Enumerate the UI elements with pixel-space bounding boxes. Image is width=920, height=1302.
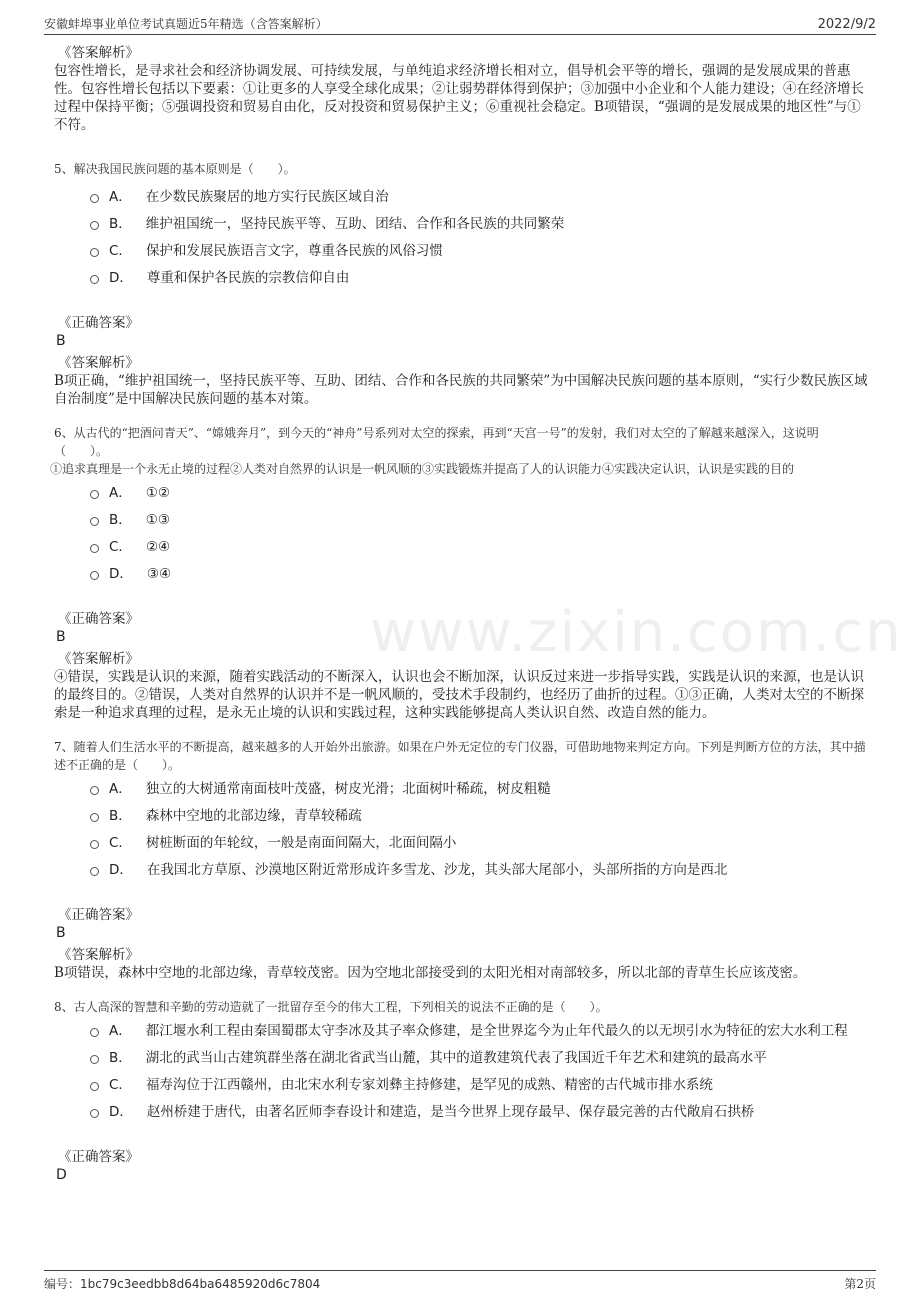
radio-icon[interactable] — [90, 517, 99, 526]
q4-analysis: 包容性增长，是寻求社会和经济协调发展、可持续发展，与单纯追求经济增长相对立，倡导机会平等的增长，强调的是发展成果的普惠性。包容性增长包括以下要素：①让更多的人享受全球化成果；②让弱势群体得到保护；③加强中小企业和个人能力建设；④在经济增长过程中保持平衡；⑤强调投资和贸易自由化，反对投资和贸易保护主义；⑥重视社会稳定。B项错误，“强调的是发展成果的地区性”与①不符。 — [54, 63, 864, 133]
q5-option-c[interactable]: C． 保护和发展民族语言文字，尊重各民族的风俗习惯 — [90, 238, 872, 265]
radio-icon[interactable] — [90, 786, 99, 795]
radio-icon[interactable] — [90, 1082, 99, 1091]
watermark: www.zixin.com.cn — [370, 600, 903, 665]
q5-analysis: B项正确，“维护祖国统一，坚持民族平等、互助、团结、合作和各民族的共同繁荣”为中国解决民族问题的基本原则，“实行少数民族区域自治制度”是中国解决民族问题的基本对策。 — [54, 373, 868, 407]
q6-analysis: ④错误，实践是认识的来源，随着实践活动的不断深入，认识也会不断加深，认识反过来进一步指导实践，实践是认识的来源，也是认识的最终目的。②错误，人类对自然界的认识并不是一帆风顺的，受技术手段制约，也经历了曲折的过程。①③正确，人类对太空的不断探索是一种追求真理的过程，是永无止境的认识和实践过程，这种实践能够提高人类认识自然、改造自然的能力。 — [54, 669, 864, 721]
q7-answer: B — [56, 925, 66, 941]
correct-answer-label: 《正确答案》 — [58, 907, 139, 923]
q7-option-a[interactable]: A． 独立的大树通常南面枝叶茂盛，树皮光滑；北面树叶稀疏，树皮粗糙 — [90, 776, 872, 803]
q6-title: 6、从古代的“把酒问青天”、“嫦娥奔月”，到今天的“神舟”号系列对太空的探索，再到“天宫一号”的发射，我们对太空的了解越来越深入，这说明（ ）。 — [54, 426, 819, 458]
q6-statements: ①追求真理是一个永无止境的过程②人类对自然界的认识是一帆风顺的③实践锻炼并提高了人的认识能力④实践决定认识，认识是实践的目的 — [50, 462, 795, 476]
q6-option-c[interactable]: C． ②④ — [90, 534, 872, 561]
radio-icon[interactable] — [90, 221, 99, 230]
q7-options — [90, 776, 872, 884]
q7-option-c[interactable]: C． 树桩断面的年轮纹，一般是南面间隔大，北面间隔小 — [90, 830, 872, 857]
analysis-label: 《答案解析》 — [58, 651, 139, 667]
page-header — [44, 10, 876, 35]
page-number: 第2页 — [844, 1277, 876, 1291]
radio-icon[interactable] — [90, 1109, 99, 1118]
radio-icon[interactable] — [90, 840, 99, 849]
analysis-label: 《答案解析》 — [58, 45, 139, 61]
q6-option-a[interactable]: A． ①② — [90, 480, 872, 507]
q7-option-d[interactable]: D． 在我国北方草原、沙漠地区附近常形成许多雪龙、沙龙，其头部大尾部小，头部所指的方向是西北 — [90, 857, 872, 884]
q5-options — [90, 184, 872, 292]
header-date: 2022/9/2 — [817, 17, 876, 32]
q8-answer: D — [56, 1167, 67, 1183]
correct-answer-label: 《正确答案》 — [58, 611, 139, 627]
document-title: 安徽蚌埠事业单位考试真题近5年精选（含答案解析） — [44, 17, 328, 31]
page-content — [50, 44, 872, 1184]
q7-option-b[interactable]: B． 森林中空地的北部边缘，青草较稀疏 — [90, 803, 872, 830]
radio-icon[interactable] — [90, 275, 99, 284]
radio-icon[interactable] — [90, 571, 99, 580]
radio-icon[interactable] — [90, 544, 99, 553]
q5-title: 5、解决我国民族问题的基本原则是（ ）。 — [54, 162, 296, 176]
q8-options — [90, 1018, 872, 1126]
radio-icon[interactable] — [90, 194, 99, 203]
q6-options — [90, 480, 872, 588]
q7-analysis: B项错误，森林中空地的北部边缘，青草较茂密。因为空地北部接受到的太阳光相对南部较多，所以北部的青草生长应该茂密。 — [54, 965, 807, 981]
analysis-label: 《答案解析》 — [58, 355, 139, 371]
correct-answer-label: 《正确答案》 — [58, 1149, 139, 1165]
q8-option-b[interactable]: B． 湖北的武当山古建筑群坐落在湖北省武当山麓，其中的道教建筑代表了我国近千年艺术和建筑的最高水平 — [90, 1045, 872, 1072]
q6-answer: B — [56, 629, 66, 645]
q5-option-b[interactable]: B． 维护祖国统一，坚持民族平等、互助、团结、合作和各民族的共同繁荣 — [90, 211, 872, 238]
q6-option-d[interactable]: D． ③④ — [90, 561, 872, 588]
q5-option-a[interactable]: A． 在少数民族聚居的地方实行民族区域自治 — [90, 184, 872, 211]
radio-icon[interactable] — [90, 490, 99, 499]
q7-title: 7、随着人们生活水平的不断提高，越来越多的人开始外出旅游。如果在户外无定位的专门仪器，可借助地物来判定方向。下列是判断方位的方法，其中描述不正确的是（ ）。 — [54, 740, 866, 772]
q6-option-b[interactable]: B． ①③ — [90, 507, 872, 534]
page-footer — [44, 1270, 876, 1297]
q8-option-d[interactable]: D． 赵州桥建于唐代，由著名匠师李春设计和建造，是当今世界上现存最早、保存最完善的古代敞肩石拱桥 — [90, 1099, 872, 1126]
radio-icon[interactable] — [90, 867, 99, 876]
radio-icon[interactable] — [90, 813, 99, 822]
radio-icon[interactable] — [90, 1055, 99, 1064]
q8-title: 8、古人高深的智慧和辛勤的劳动造就了一批留存至今的伟大工程，下列相关的说法不正确的是（ ）。 — [54, 1000, 608, 1014]
q8-option-a[interactable]: A． 都江堰水利工程由秦国蜀郡太守李冰及其子率众修建，是全世界迄今为止年代最久的以无坝引水为特征的宏大水利工程 — [90, 1018, 872, 1045]
correct-answer-label: 《正确答案》 — [58, 315, 139, 331]
radio-icon[interactable] — [90, 248, 99, 257]
q5-answer: B — [56, 333, 66, 349]
document-code: 编号：1bc79c3eedbb8d64ba6485920d6c7804 — [44, 1277, 321, 1291]
q8-option-c[interactable]: C． 福寿沟位于江西赣州，由北宋水利专家刘彝主持修建，是罕见的成熟、精密的古代城市排水系统 — [90, 1072, 872, 1099]
q5-option-d[interactable]: D． 尊重和保护各民族的宗教信仰自由 — [90, 265, 872, 292]
analysis-label: 《答案解析》 — [58, 947, 139, 963]
radio-icon[interactable] — [90, 1028, 99, 1037]
